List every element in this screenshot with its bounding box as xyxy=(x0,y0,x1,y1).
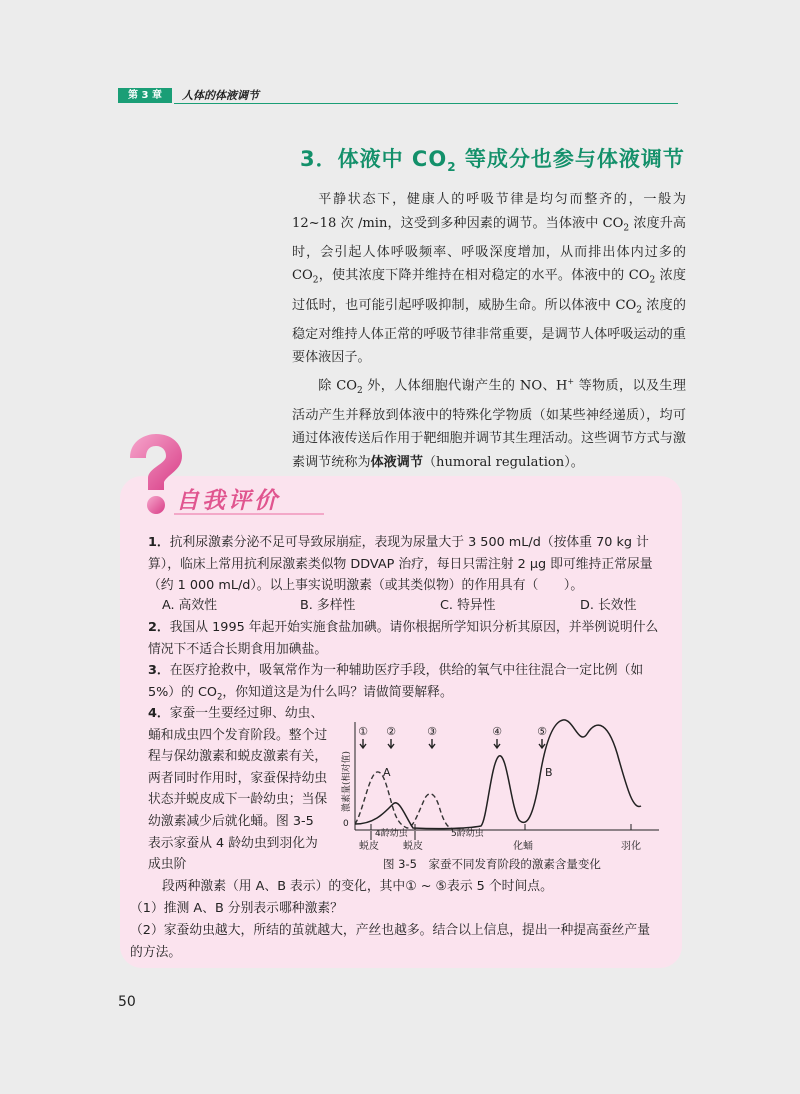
body-text xyxy=(292,188,686,474)
q1-option-b: B. 多样性 xyxy=(300,598,356,613)
time-marker-3 xyxy=(427,725,437,748)
svg-text:①: ① xyxy=(358,725,368,738)
time-marker-5 xyxy=(537,725,547,748)
question-4-part-2: （2）家蚕幼虫越大，所结的茧就越大，产丝也越多。结合以上信息，提出一种提高蚕丝产量的方法。 xyxy=(130,923,651,960)
header-rule xyxy=(174,103,678,104)
title-underline xyxy=(174,513,324,515)
chapter-header xyxy=(118,88,678,104)
question-3: 3．在医疗抢救中，吸氧常作为一种辅助医疗手段，供给的氧气中往往混合一定比例（如 5%）的 $CO_2$，你知道这是为什么吗？请做简要解释。 xyxy=(148,663,644,703)
question-4-continued: 段两种激素（用 A、B 表示）的变化，其中① ~ ⑤表示 5 个时间点。 xyxy=(162,879,553,894)
origin-label: 0 xyxy=(343,819,349,829)
curve-b-label: B xyxy=(545,766,553,779)
label-molt-1: 蜕皮 xyxy=(359,841,379,852)
label-eclosion: 羽化 xyxy=(621,841,641,852)
q1-option-a: A. 高效性 xyxy=(162,598,218,613)
curve-a xyxy=(355,772,453,829)
paragraph-1: 平静状态下，健康人的呼吸节律是均匀而整齐的，一般为 12~18 次 /min，这受到多种因素的调节。当体液中 $CO_2$ 浓度升高时，会引起人体呼吸频率、呼吸深度增加，从而排出体内过多的 $CO_2$，使其浓度下降并维持在相对稳定的水平。体液中的 $CO_2$ 浓度过低时，也可能引起呼吸抑制，威胁生命。所以体液中 $CO_2$ 浓度的稳定对维持人体正常的呼吸节律非常重要，是调节人体呼吸运动的重要体液因子。 xyxy=(292,192,686,366)
svg-text:②: ② xyxy=(386,725,396,738)
question-2: 2．我国从 1995 年起开始实施食盐加碘。请你根据所学知识分析其原因，并举例说明什么情况下不适合长期食用加碘盐。 xyxy=(148,620,659,657)
svg-text:⑤: ⑤ xyxy=(537,725,547,738)
label-molt-2: 蜕皮 xyxy=(403,841,423,852)
question-4: 4．家蚕一生要经过卵、幼虫、蛹和成虫四个发育阶段。整个过程与保幼激素和蜕皮激素有关，两者同时作用时，家蚕保持幼虫状态并蜕皮成下一龄幼虫；当保幼激素减少后就化蛹。图 3-5 表示家蚕从 4 龄幼虫到羽化为成虫阶 xyxy=(148,706,328,873)
y-axis-label: 激素量(相对值) xyxy=(342,750,352,812)
figure-caption: 图 3-5 家蚕不同发育阶段的激素含量变化 xyxy=(383,857,601,871)
time-marker-2 xyxy=(386,725,396,748)
self-evaluation-title: 自我评价 xyxy=(176,488,280,514)
chapter-title: 人体的体液调节 xyxy=(182,89,259,102)
svg-text:④: ④ xyxy=(492,725,502,738)
q1-option-c: C. 特异性 xyxy=(440,598,496,613)
time-marker-1 xyxy=(358,725,368,748)
question-1: 1．抗利尿激素分泌不足可导致尿崩症，表现为尿量大于 3 500 mL/d（按体重 70 kg 计算），临床上常用抗利尿激素类似物 DDVAP 治疗，每日只需注射 2 μg 即可维持正常尿量（约 1 000 mL/d）。以上事实说明激素（或其类似物）的作用具有（ ）。 xyxy=(148,535,653,594)
q1-option-d: D. 长效性 xyxy=(580,598,637,613)
label-pupation: 化蛹 xyxy=(513,841,533,852)
svg-text:③: ③ xyxy=(427,725,437,738)
stage-instar-5: 5龄幼虫 xyxy=(451,829,484,839)
time-marker-4 xyxy=(492,725,502,748)
stage-instar-4: 4龄幼虫 xyxy=(375,829,408,839)
chapter-tag: 第 3 章 xyxy=(118,88,172,103)
paragraph-2: 除 $CO_2$ 外，人体细胞代谢产生的 NO、H+ 等物质，以及生理活动产生并释放到体液中的特殊化学物质（如某些神经递质），均可通过体液传送后作用于靶细胞并调节其生理活动。这些调节方式与激素调节统称为体液调节（humoral regulation）。 xyxy=(292,376,686,470)
page-number: 50 xyxy=(118,994,136,1010)
question-4-part-1: （1）推测 A、B 分别表示哪种激素？ xyxy=(130,901,343,916)
curve-a-label: A xyxy=(383,766,391,779)
section-title: 3．体液中 $CO_2$ 等成分也参与体液调节 xyxy=(300,147,685,175)
keyword-humoral-regulation: 体液调节 xyxy=(370,454,423,470)
